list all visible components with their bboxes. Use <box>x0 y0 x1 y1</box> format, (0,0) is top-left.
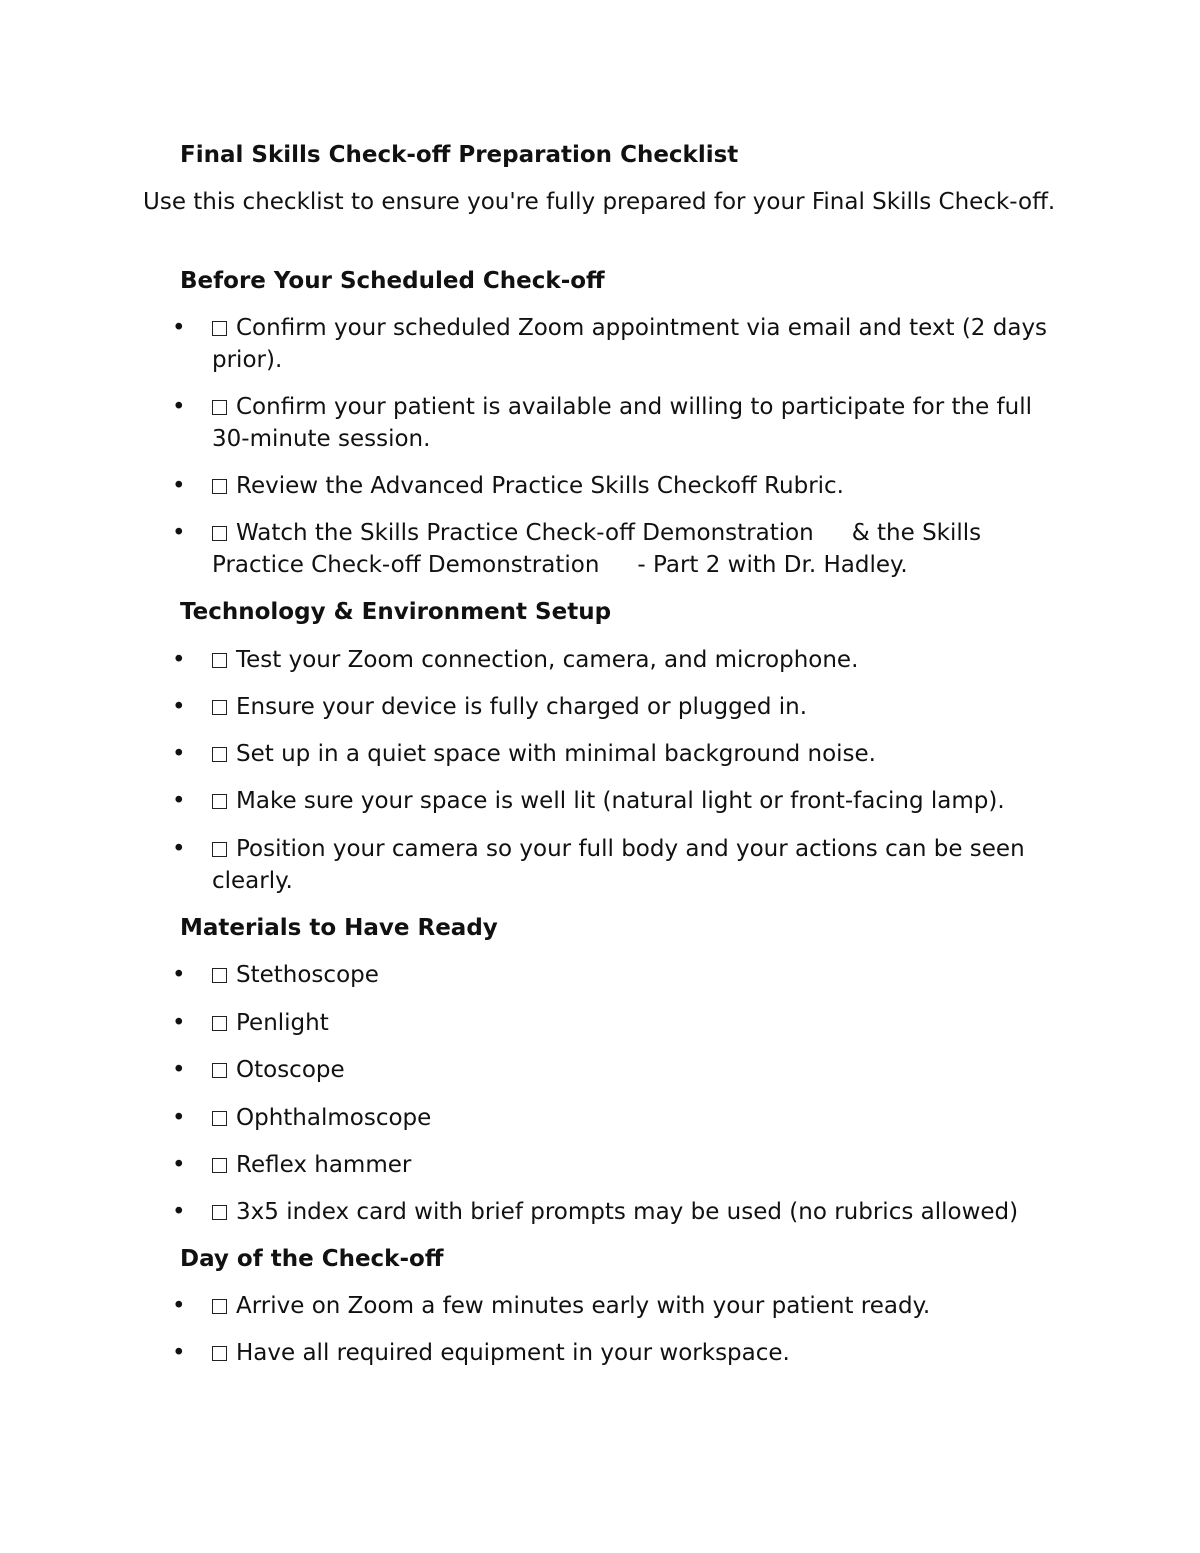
checkbox[interactable] <box>212 1158 227 1173</box>
list-item-text: Have all required equipment in your workspace. <box>236 1340 790 1366</box>
list-item-text: Otoscope <box>236 1057 345 1083</box>
list-item-text: Penlight <box>236 1010 329 1036</box>
bullet-icon: • <box>172 394 186 420</box>
checkbox[interactable] <box>212 968 227 983</box>
bullet-icon: • <box>172 315 186 341</box>
list-item-text: 3x5 index card with brief prompts may be used (no rubrics allowed) <box>236 1199 1019 1225</box>
list-item-text: Review the Advanced Practice Skills Checkoff Rubric. <box>236 473 844 499</box>
checkbox[interactable] <box>212 321 227 336</box>
list-item-text: Set up in a quiet space with minimal background noise. <box>236 741 876 767</box>
checkbox[interactable] <box>212 1205 227 1220</box>
demo-part-3: - Part 2 with Dr. Hadley. <box>637 552 908 578</box>
checkbox[interactable] <box>212 479 227 494</box>
bullet-icon: • <box>172 694 186 720</box>
bullet-icon: • <box>172 1199 186 1225</box>
checkbox[interactable] <box>212 700 227 715</box>
section-heading: Materials to Have Ready <box>180 915 498 941</box>
checkbox[interactable] <box>212 747 227 762</box>
bullet-icon: • <box>172 788 186 814</box>
page-title: Final Skills Check-off Preparation Checklist <box>180 142 739 168</box>
checkbox[interactable] <box>212 1346 227 1361</box>
bullet-icon: • <box>172 741 186 767</box>
bullet-icon: • <box>172 1293 186 1319</box>
intro-paragraph: Use this checklist to ensure you're fully prepared for your Final Skills Check-off. <box>143 189 1056 215</box>
list-item-text: Ensure your device is fully charged or plugged in. <box>236 694 808 720</box>
list-item-text: Position your camera so your full body and your actions can be seen clearly. <box>212 836 1025 894</box>
list-item-text: Arrive on Zoom a few minutes early with your patient ready. <box>236 1293 931 1319</box>
list-item-text: Reflex hammer <box>236 1152 412 1178</box>
bullet-icon: • <box>172 1010 186 1036</box>
section-heading: Technology & Environment Setup <box>180 599 612 625</box>
bullet-icon: • <box>172 647 186 673</box>
bullet-icon: • <box>172 1057 186 1083</box>
checkbox[interactable] <box>212 842 227 857</box>
bullet-icon: • <box>172 1152 186 1178</box>
bullet-icon: • <box>172 520 186 546</box>
demo-part-2: & the Skills Practice Check-off Demonstration <box>212 520 982 578</box>
list-item-text: Test your Zoom connection, camera, and microphone. <box>236 647 859 673</box>
checkbox[interactable] <box>212 400 227 415</box>
list-item-text: Stethoscope <box>236 962 379 988</box>
section-heading: Before Your Scheduled Check-off <box>180 268 605 294</box>
demo-part-1: Watch the Skills Practice Check-off Demonstration <box>236 520 814 546</box>
list-item-text: Ophthalmoscope <box>236 1105 432 1131</box>
checkbox[interactable] <box>212 1111 227 1126</box>
checkbox[interactable] <box>212 1063 227 1078</box>
list-item-text: Make sure your space is well lit (natural light or front-facing lamp). <box>236 788 1005 814</box>
section-heading: Day of the Check-off <box>180 1246 444 1272</box>
bullet-icon: • <box>172 1105 186 1131</box>
bullet-icon: • <box>172 836 186 862</box>
checkbox[interactable] <box>212 526 227 541</box>
checkbox[interactable] <box>212 1299 227 1314</box>
list-item-text: Confirm your patient is available and willing to participate for the full 30-minute session. <box>212 394 1033 452</box>
list-item-text: Confirm your scheduled Zoom appointment via email and text (2 days prior). <box>212 315 1048 373</box>
checkbox[interactable] <box>212 653 227 668</box>
checkbox[interactable] <box>212 1016 227 1031</box>
bullet-icon: • <box>172 962 186 988</box>
bullet-icon: • <box>172 473 186 499</box>
checkbox[interactable] <box>212 794 227 809</box>
bullet-icon: • <box>172 1340 186 1366</box>
